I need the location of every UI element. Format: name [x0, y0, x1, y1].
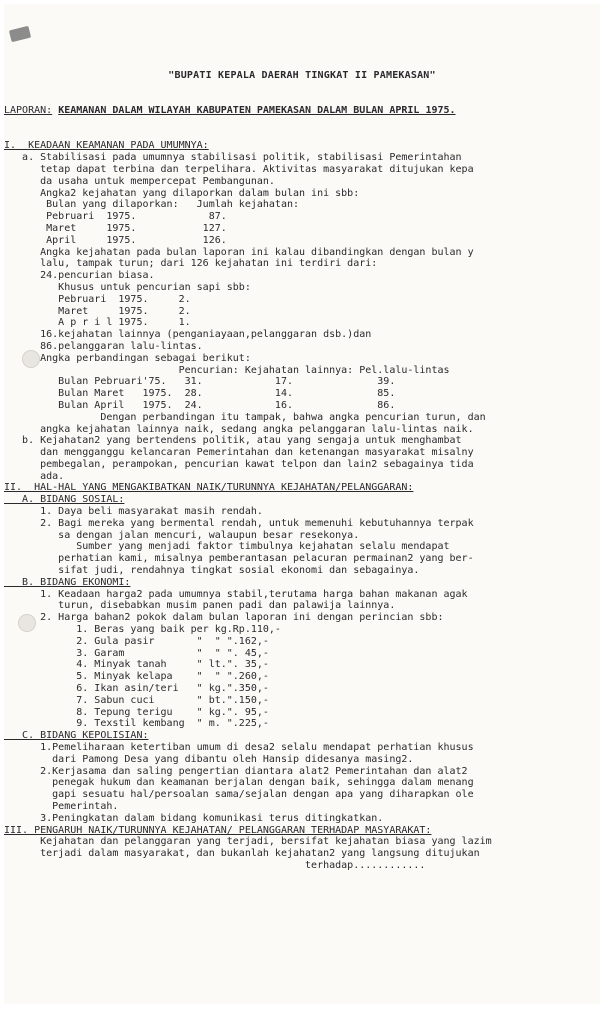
document-body: [4, 46, 600, 895]
document-page: [4, 4, 600, 1004]
document-line: terjadi dalam masyarakat, dan bukanlah kejahatan2 yang langsung ditujukan: [4, 848, 480, 860]
document-line: Dengan perbandingan itu tampak, bahwa angka pencurian turun, dan: [4, 411, 486, 423]
document-line: angka kejahatan lainnya naik, sedang angka pelanggaran lalu-lintas naik.: [4, 423, 474, 435]
document-line: I. KEADAAN KEAMANAN PADA UMUMNYA:: [4, 140, 209, 152]
document-line: tetap dapat terbina dan terpelihara. Aktivitas masyarakat ditujukan kepa: [4, 163, 474, 175]
document-line: 6. Ikan asin/teri " kg.".350,-: [4, 683, 269, 695]
document-line: Bulan Pebruari'75. 31. 17. 39.: [4, 376, 396, 388]
document-line: terhadap............: [4, 859, 426, 871]
document-title: "BUPATI KEPALA DAERAH TINGKAT II PAMEKASAN": [168, 69, 436, 81]
paper-clip-mark: [9, 26, 31, 42]
document-line: C. BIDANG KEPOLISIAN:: [4, 730, 149, 742]
document-line: turun, disebabkan musim panen padi dan palawija lainnya.: [4, 600, 396, 612]
document-line: Bulan yang dilaporkan: Jumlah kejahatan:: [4, 199, 300, 211]
document-line: Kejahatan dan pelanggaran yang terjadi, bersifat kejahatan biasa yang lazim: [4, 836, 492, 848]
document-line: 3. Garam " " ". 45,-: [4, 647, 269, 659]
report-heading: [4, 105, 600, 117]
document-line: dari Pamong Desa yang dibantu oleh Hansip didesanya masing2.: [4, 753, 414, 765]
document-line: Maret 1975. 127.: [4, 222, 227, 234]
report-subject: KEAMANAN DALAM WILAYAH KABUPATEN PAMEKASAN DALAM BULAN APRIL 1975.: [58, 104, 456, 116]
document-line: 7. Sabun cuci " bt.".150,-: [4, 694, 269, 706]
document-line: B. BIDANG EKONOMI:: [4, 576, 131, 588]
document-line: III. PENGARUH NAIK/TURUNNYA KEJAHATAN/ PELANGGARAN TERHADAP MASYARAKAT:: [4, 824, 432, 836]
document-line: Angka kejahatan pada bulan laporan ini kalau dibandingkan dengan bulan y: [4, 246, 474, 258]
document-line: b. Kejahatan2 yang bertendens politik, atau yang sengaja untuk menghambat: [4, 435, 462, 447]
document-line: 16.kejahatan lainnya (penganiayaan,pelanggaran dsb.)dan: [4, 329, 372, 341]
document-line: pembegalan, perampokan, pencurian kawat telpon dan lain2 sebagainya tida: [4, 458, 474, 470]
document-line: II. HAL-HAL YANG MENGAKIBATKAN NAIK/TURUNNYA KEJAHATAN/PELANGGARAN:: [4, 482, 414, 494]
document-line: 1. Keadaan harga2 pada umumnya stabil,terutama harga bahan makanan agak: [4, 588, 468, 600]
document-line: 2.Kerjasama dan saling pengertian diantara alat2 Pemerintahan dan alat2: [4, 765, 468, 777]
document-line: Pemerintah.: [4, 801, 119, 812]
document-line: perhatian kami, misalnya pemberantasan pelacuran permainan2 yang ber-: [4, 553, 474, 565]
document-line: 4. Minyak tanah " lt.". 35,-: [4, 659, 269, 671]
document-line: Pebruari 1975. 2.: [4, 293, 191, 305]
document-line: Bulan Maret 1975. 28. 14. 85.: [4, 388, 396, 400]
document-line: 8. Tepung terigu " kg.". 95,-: [4, 706, 269, 718]
document-line: 1.Pemeliharaan ketertiban umum di desa2 selalu mendapat perhatian khusus: [4, 742, 474, 754]
document-line: Sumber yang menjadi faktor timbulnya kejahatan selalu mendapat: [4, 541, 450, 553]
document-line: gapi sesuatu hal/persoalan sama/sejalan dengan apa yang diharapkan ole: [4, 789, 474, 801]
document-line: sifat judi, rendahnya tingkat sosial ekonomi dan sebagainya.: [4, 565, 420, 577]
document-line: 9. Texstil kembang " m. ".225,-: [4, 718, 269, 730]
document-line: 2. Harga bahan2 pokok dalam bulan laporan ini dengan perincian sbb:: [4, 612, 444, 624]
document-line: A p r i l 1975. 1.: [4, 317, 191, 329]
document-line: Angka2 kejahatan yang dilaporkan dalam bulan ini sbb:: [4, 187, 360, 199]
document-line: sa dengan jalan mencuri, walaupun besar resekonya.: [4, 529, 360, 541]
document-line: Khusus untuk pencurian sapi sbb:: [4, 281, 251, 293]
document-line: 1. Daya beli masyarakat masih rendah.: [4, 506, 263, 518]
document-line: 24.pencurian biasa.: [4, 270, 155, 282]
document-lines: [4, 140, 600, 871]
document-line: Angka perbandingan sebagai berikut:: [4, 352, 251, 364]
document-line: lalu, tampak turun; dari 126 kejahatan ini terdiri dari:: [4, 258, 378, 270]
document-line: penegak hukum dan keamanan berjalan dengan baik, sehingga dalam menang: [4, 777, 474, 789]
document-line: Pebruari 1975. 87.: [4, 211, 227, 223]
document-line: Pencurian: Kejahatan lainnya: Pel.lalu-lintas: [4, 364, 450, 376]
report-label: LAPORAN:: [4, 104, 53, 116]
document-line: 2. Bagi mereka yang bermental rendah, untuk memenuhi kebutuhannya terpak: [4, 517, 474, 529]
document-line: A. BIDANG SOSIAL:: [4, 494, 125, 506]
document-line: Bulan April 1975. 24. 16. 86.: [4, 399, 396, 411]
document-line: 5. Minyak kelapa " " ".260,-: [4, 671, 269, 683]
document-line: a. Stabilisasi pada umumnya stabilisasi politik, stabilisasi Pemerintahan: [4, 152, 462, 164]
document-line: da usaha untuk mempercepat Pembangunan.: [4, 175, 275, 187]
document-line: dan mengganggu kelancaran Pemerintahan dan ketenangan masyarakat misalny: [4, 447, 474, 459]
document-line: 2. Gula pasir " " ".162,-: [4, 635, 269, 647]
document-line: April 1975. 126.: [4, 234, 227, 246]
document-line: 1. Beras yang baik per kg.Rp.110,-: [4, 624, 281, 636]
document-line: 86.pelanggaran lalu-lintas.: [4, 340, 203, 352]
document-line: Maret 1975. 2.: [4, 305, 191, 317]
document-line: ada.: [4, 470, 65, 482]
document-line: 3.Peningkatan dalam bidang komunikasi terus ditingkatkan.: [4, 812, 384, 824]
